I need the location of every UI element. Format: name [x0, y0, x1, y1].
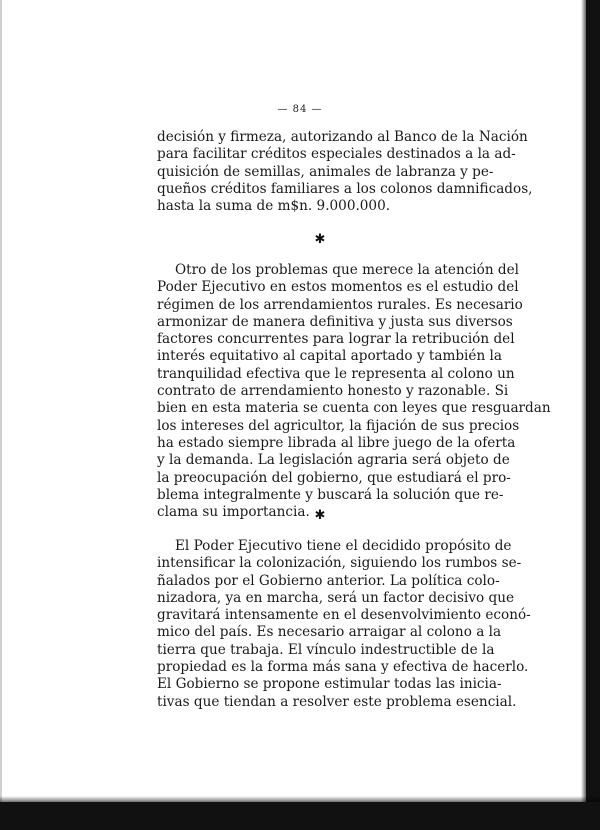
text-line: quisición de semillas, animales de labranza y pe-: [157, 163, 494, 180]
text-line: tranquilidad efectiva que le representa al colono un: [157, 365, 515, 382]
text-line: blema integralmente y buscará la solución que re-: [157, 486, 504, 503]
text-line: armonizar de manera definitiva y justa sus diversos: [157, 313, 513, 330]
text-line: nizadora, ya en marcha, será un factor decisivo que: [157, 589, 515, 606]
text-line: y la demanda. La legislación agraria será objeto de: [157, 452, 510, 469]
paragraph-2: [157, 262, 551, 521]
text-line: bien en esta materia se cuenta con leyes que resguardan: [157, 400, 551, 417]
text-line: clama su importancia.: [157, 504, 310, 521]
text-line: gravitará intensamente en el desenvolvimiento econó-: [157, 607, 531, 624]
text-line: queños créditos familiares a los colonos damnificados,: [157, 180, 533, 197]
text-line: ha estado siempre librada al libre juego de la oferta: [157, 434, 516, 451]
text-line: tierra que trabaja. El vínculo indestructible de la: [157, 641, 495, 658]
text-line: Otro de los problemas que merece la atención del: [175, 262, 520, 278]
text-line: Poder Ejecutivo en estos momentos es el estudio del: [157, 279, 519, 296]
paragraph-3: [157, 538, 531, 711]
scan-left-edge: [0, 0, 2, 830]
text-line: El Gobierno se propone estimular todas las inicia-: [157, 676, 502, 693]
text-line: para facilitar créditos especiales destinados a la ad-: [157, 146, 516, 163]
scan-bottom-border: [0, 802, 600, 830]
text-line: los intereses del agricultor, la fijación de sus precios: [157, 417, 520, 434]
text-line: la preocupación del gobierno, que estudiará el pro-: [157, 469, 511, 486]
text-line: hasta la suma de m$n. 9.000.000.: [157, 198, 391, 215]
text-line: propiedad es la forma más sana y efectiva de hacerlo.: [157, 659, 529, 676]
paragraph-1: [157, 129, 533, 215]
text-line: contrato de arrendamiento honesto y razonable. Si: [157, 383, 509, 400]
scan-right-border: [586, 0, 600, 830]
text-line: factores concurrentes para lograr la retribución del: [157, 331, 515, 348]
page-number: — 84 —: [277, 104, 323, 115]
text-line: régimen de los arrendamientos rurales. Es necesario: [157, 296, 523, 313]
text-line: El Poder Ejecutivo tiene el decidido propósito de: [175, 538, 512, 554]
section-separator-asterisk: ✱: [314, 508, 326, 523]
text-line: interés equitativo al capital aportado y también la: [157, 348, 502, 365]
text-line: intensificar la colonización, siguiendo los rumbos se-: [157, 555, 522, 572]
text-line: tivas que tiendan a resolver este problema esencial.: [157, 693, 517, 710]
text-line: mico del país. Es necesario arraigar al colono a la: [157, 624, 502, 641]
text-line: decisión y firmeza, autorizando al Banco de la Nación: [157, 129, 528, 145]
section-separator-asterisk: ✱: [314, 232, 326, 247]
text-line: ñalados por el Gobierno anterior. La política colo-: [157, 572, 500, 589]
